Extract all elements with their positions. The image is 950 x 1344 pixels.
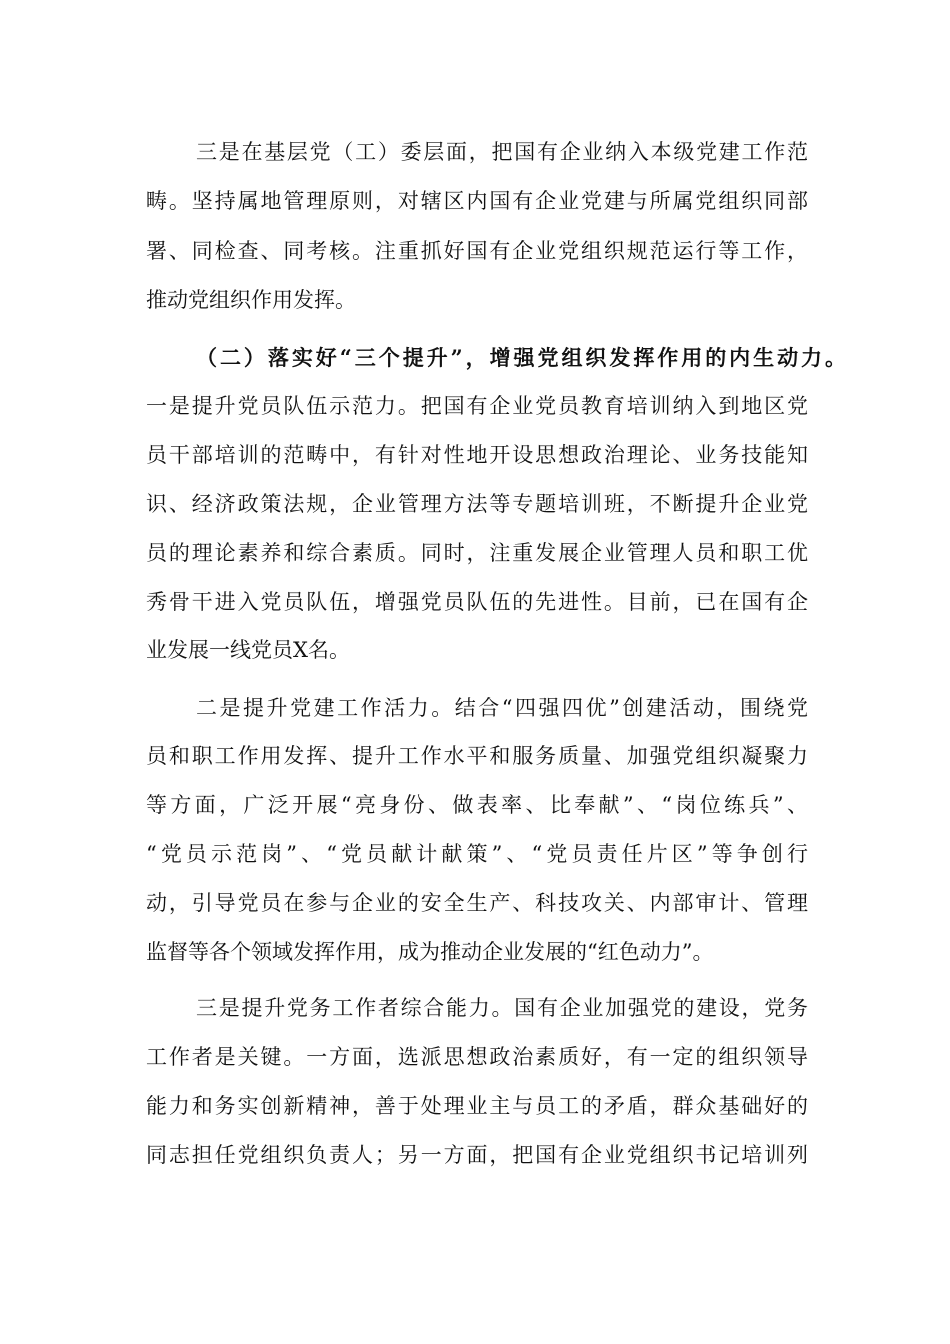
paragraph-line: 识、经济政策法规，企业管理方法等专题培训班，不断提升企业党	[146, 492, 808, 516]
paragraph-line: 一是提升党员队伍示范力。把国有企业党员教育培训纳入到地区党	[146, 394, 808, 418]
section-heading: （二）落实好“三个提升”，增强党组织发挥作用的内生动力。	[196, 345, 846, 370]
paragraph-line: 等方面，广泛开展“亮身份、做表率、比奉献”、“岗位练兵”、	[146, 793, 808, 817]
paragraph-line: 二是提升党建工作活力。结合“四强四优”创建活动，围绕党	[196, 696, 808, 720]
paragraph-line: 推动党组织作用发挥。	[146, 288, 356, 312]
paragraph-line: 员的理论素养和综合素质。同时，注重发展企业管理人员和职工优	[146, 541, 808, 565]
paragraph-line: “党员示范岗”、“党员献计献策”、“党员责任片区”等争创行	[146, 842, 808, 866]
paragraph-line: 员干部培训的范畴中，有针对性地开设思想政治理论、业务技能知	[146, 443, 808, 467]
paragraph-line: 畴。坚持属地管理原则，对辖区内国有企业党建与所属党组织同部	[146, 189, 808, 213]
paragraph-line: 三是在基层党（工）委层面，把国有企业纳入本级党建工作范	[196, 140, 808, 164]
paragraph-line: 监督等各个领域发挥作用，成为推动企业发展的“红色动力”。	[146, 940, 714, 964]
paragraph-line: 同志担任党组织负责人；另一方面，把国有企业党组织书记培训列	[146, 1143, 808, 1167]
paragraph-line: 能力和务实创新精神，善于处理业主与员工的矛盾，群众基础好的	[146, 1094, 808, 1118]
paragraph-line: 员和职工作用发挥、提升工作水平和服务质量、加强党组织凝聚力	[146, 744, 808, 768]
paragraph-line: 动，引导党员在参与企业的安全生产、科技攻关、内部审计、管理	[146, 891, 808, 915]
paragraph-line: 秀骨干进入党员队伍，增强党员队伍的先进性。目前，已在国有企	[146, 590, 808, 614]
paragraph-line: 工作者是关键。一方面，选派思想政治素质好，有一定的组织领导	[146, 1045, 808, 1069]
paragraph-line: 三是提升党务工作者综合能力。国有企业加强党的建设，党务	[196, 996, 808, 1020]
paragraph-line: 署、同检查、同考核。注重抓好国有企业党组织规范运行等工作，	[146, 239, 808, 263]
paragraph-line: 业发展一线党员X名。	[146, 638, 350, 662]
